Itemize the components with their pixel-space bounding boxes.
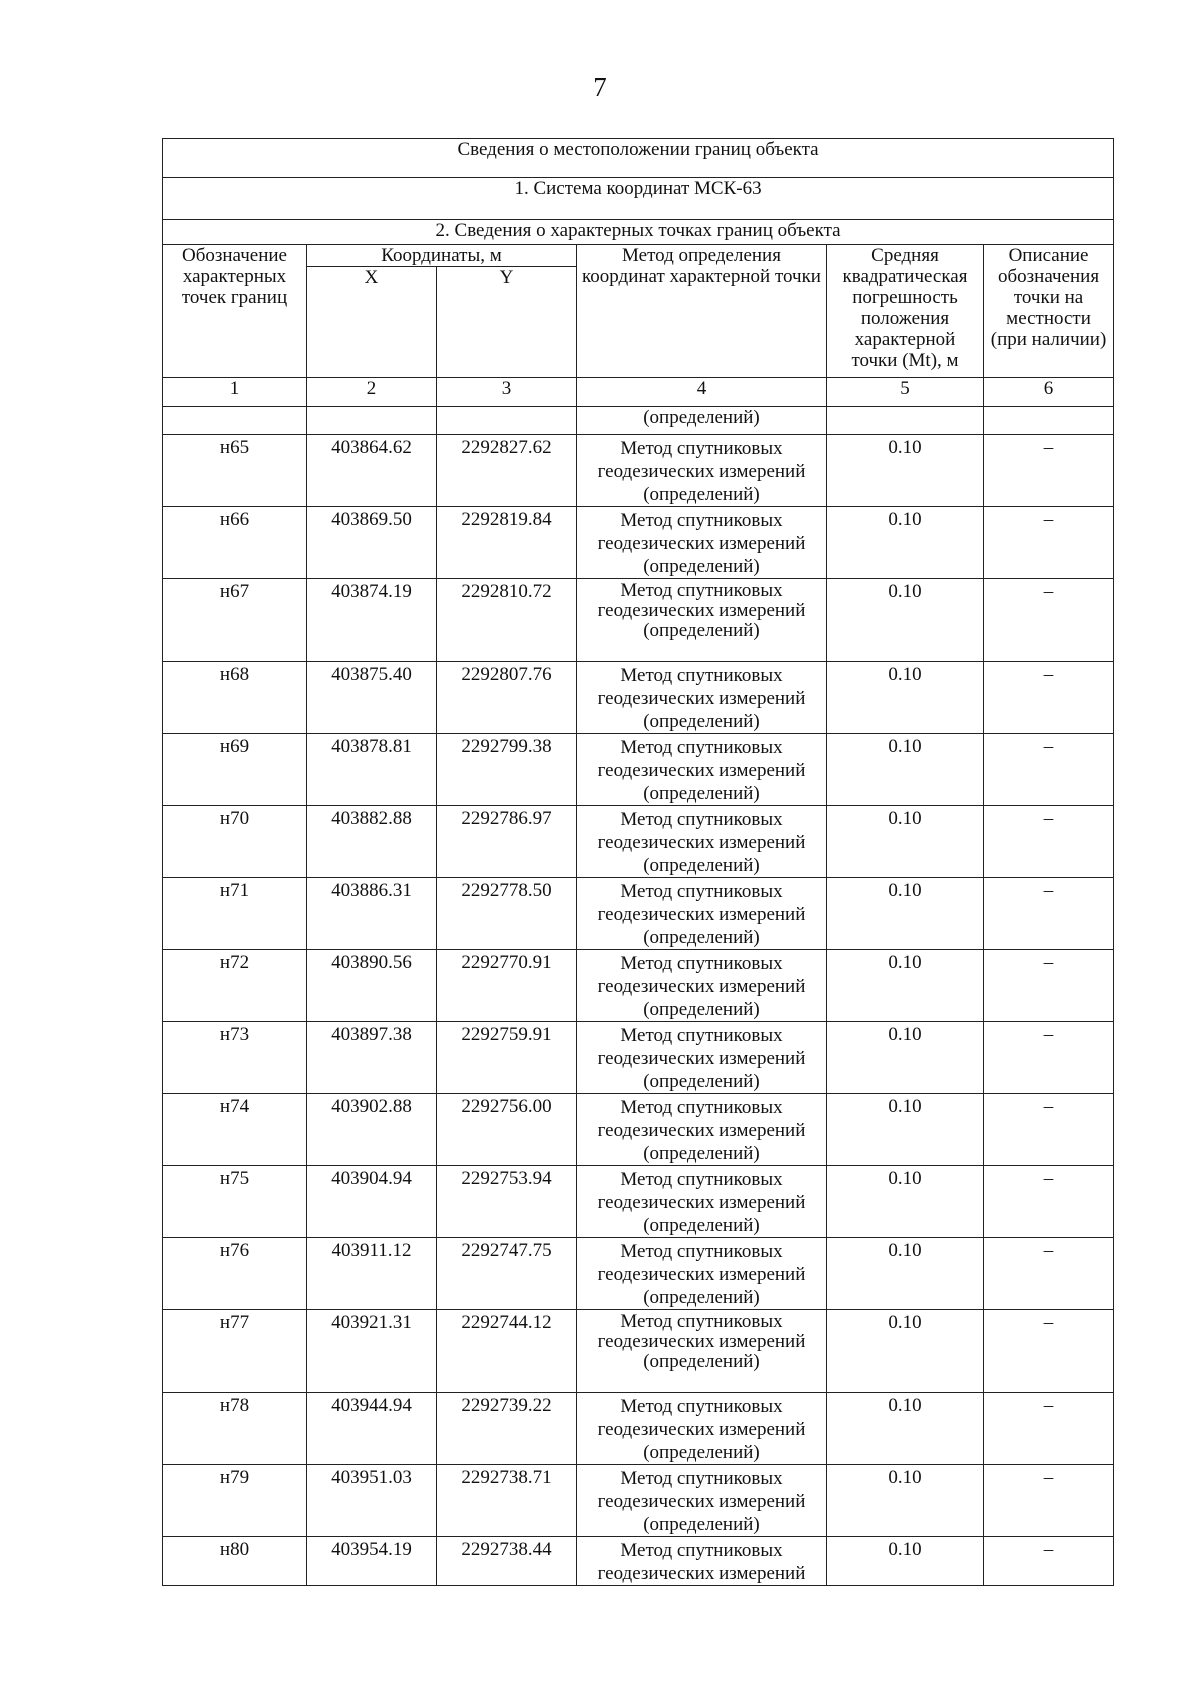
column-index: 4 xyxy=(577,378,827,407)
header-method: Метод определения координат характерной точки xyxy=(577,245,827,378)
point-error: 0.10 xyxy=(827,662,984,734)
point-id: н80 xyxy=(163,1537,307,1586)
point-y: 2292770.91 xyxy=(437,950,577,1022)
point-id: н74 xyxy=(163,1094,307,1166)
point-description: – xyxy=(984,1022,1114,1094)
point-method: Метод спутниковых геодезических измерений (определений) xyxy=(577,1310,827,1393)
coordinate-system: 1. Система координат МСК-63 xyxy=(163,178,1114,220)
point-x: 403951.03 xyxy=(307,1465,437,1537)
point-method: Метод спутниковых геодезических измерений (определений) xyxy=(577,1094,827,1166)
table-row xyxy=(163,878,1114,950)
point-method: Метод спутниковых геодезических измерений (определений) xyxy=(577,507,827,579)
point-method: Метод спутниковых геодезических измерений (определений) xyxy=(577,878,827,950)
point-id: н66 xyxy=(163,507,307,579)
table-row xyxy=(163,734,1114,806)
table-row xyxy=(163,1393,1114,1465)
table-row xyxy=(163,662,1114,734)
table-row xyxy=(163,1166,1114,1238)
boundary-points-table xyxy=(162,138,1114,1586)
point-method: Метод спутниковых геодезических измерений (определений) xyxy=(577,1238,827,1310)
point-id: н68 xyxy=(163,662,307,734)
point-method: Метод спутниковых геодезических измерений (определений) xyxy=(577,1393,827,1465)
point-description: – xyxy=(984,734,1114,806)
point-x: 403911.12 xyxy=(307,1238,437,1310)
section-title-row xyxy=(163,220,1114,245)
empty-cell xyxy=(827,407,984,435)
point-x: 403882.88 xyxy=(307,806,437,878)
continuation-row xyxy=(163,407,1114,435)
point-id: н77 xyxy=(163,1310,307,1393)
point-description: – xyxy=(984,1393,1114,1465)
continuation-text: (определений) xyxy=(577,407,827,435)
point-y: 2292747.75 xyxy=(437,1238,577,1310)
point-description: – xyxy=(984,662,1114,734)
table-row xyxy=(163,1238,1114,1310)
point-x: 403890.56 xyxy=(307,950,437,1022)
point-error: 0.10 xyxy=(827,806,984,878)
point-id: н71 xyxy=(163,878,307,950)
point-id: н72 xyxy=(163,950,307,1022)
point-id: н70 xyxy=(163,806,307,878)
point-x: 403944.94 xyxy=(307,1393,437,1465)
point-description: – xyxy=(984,1166,1114,1238)
point-method: Метод спутниковых геодезических измерений (определений) xyxy=(577,1022,827,1094)
point-error: 0.10 xyxy=(827,878,984,950)
point-description: – xyxy=(984,950,1114,1022)
header-error: Средняя квадратическая погрешность положения характерной точки (Mt), м xyxy=(827,245,984,378)
point-y: 2292819.84 xyxy=(437,507,577,579)
point-y: 2292739.22 xyxy=(437,1393,577,1465)
point-error: 0.10 xyxy=(827,1537,984,1586)
point-description: – xyxy=(984,435,1114,507)
point-y: 2292786.97 xyxy=(437,806,577,878)
point-id: н65 xyxy=(163,435,307,507)
table-row xyxy=(163,950,1114,1022)
table-row xyxy=(163,1537,1114,1586)
point-x: 403875.40 xyxy=(307,662,437,734)
point-x: 403902.88 xyxy=(307,1094,437,1166)
section-title: 2. Сведения о характерных точках границ объекта xyxy=(163,220,1114,245)
point-id: н79 xyxy=(163,1465,307,1537)
point-method: Метод спутниковых геодезических измерений (определений) xyxy=(577,1465,827,1537)
table-row xyxy=(163,806,1114,878)
point-description: – xyxy=(984,1537,1114,1586)
point-x: 403878.81 xyxy=(307,734,437,806)
table-title-row xyxy=(163,139,1114,178)
point-description: – xyxy=(984,1238,1114,1310)
empty-cell xyxy=(307,407,437,435)
point-x: 403864.62 xyxy=(307,435,437,507)
point-x: 403874.19 xyxy=(307,579,437,662)
point-y: 2292778.50 xyxy=(437,878,577,950)
column-index: 5 xyxy=(827,378,984,407)
point-id: н75 xyxy=(163,1166,307,1238)
point-error: 0.10 xyxy=(827,1166,984,1238)
point-y: 2292738.71 xyxy=(437,1465,577,1537)
table-row xyxy=(163,1022,1114,1094)
point-id: н69 xyxy=(163,734,307,806)
point-y: 2292759.91 xyxy=(437,1022,577,1094)
header-row-1 xyxy=(163,245,1114,267)
point-y: 2292807.76 xyxy=(437,662,577,734)
header-designation: Обозначение характерных точек границ xyxy=(163,245,307,378)
point-error: 0.10 xyxy=(827,950,984,1022)
empty-cell xyxy=(437,407,577,435)
header-description: Описание обозначения точки на местности (при наличии) xyxy=(984,245,1114,378)
table-title: Сведения о местоположении границ объекта xyxy=(163,139,1114,178)
point-x: 403886.31 xyxy=(307,878,437,950)
coordinate-system-row xyxy=(163,178,1114,220)
point-y: 2292744.12 xyxy=(437,1310,577,1393)
point-id: н78 xyxy=(163,1393,307,1465)
point-y: 2292827.62 xyxy=(437,435,577,507)
page-number: 7 xyxy=(593,72,607,102)
point-x: 403897.38 xyxy=(307,1022,437,1094)
point-description: – xyxy=(984,1094,1114,1166)
point-method: Метод спутниковых геодезических измерений (определений) xyxy=(577,806,827,878)
header-y: Y xyxy=(437,267,577,378)
point-method: Метод спутниковых геодезических измерений (определений) xyxy=(577,662,827,734)
point-id: н73 xyxy=(163,1022,307,1094)
point-error: 0.10 xyxy=(827,1465,984,1537)
point-y: 2292810.72 xyxy=(437,579,577,662)
point-error: 0.10 xyxy=(827,579,984,662)
point-method: Метод спутниковых геодезических измерений (определений) xyxy=(577,950,827,1022)
point-y: 2292753.94 xyxy=(437,1166,577,1238)
point-y: 2292799.38 xyxy=(437,734,577,806)
point-error: 0.10 xyxy=(827,435,984,507)
header-x: X xyxy=(307,267,437,378)
point-description: – xyxy=(984,507,1114,579)
point-x: 403954.19 xyxy=(307,1537,437,1586)
point-y: 2292756.00 xyxy=(437,1094,577,1166)
point-method: Метод спутниковых геодезических измерений (определений) xyxy=(577,734,827,806)
point-x: 403869.50 xyxy=(307,507,437,579)
column-index-row xyxy=(163,378,1114,407)
point-error: 0.10 xyxy=(827,507,984,579)
point-description: – xyxy=(984,806,1114,878)
point-error: 0.10 xyxy=(827,1310,984,1393)
table-row xyxy=(163,1465,1114,1537)
empty-cell xyxy=(984,407,1114,435)
point-id: н67 xyxy=(163,579,307,662)
point-id: н76 xyxy=(163,1238,307,1310)
table-row xyxy=(163,579,1114,662)
point-error: 0.10 xyxy=(827,1022,984,1094)
point-error: 0.10 xyxy=(827,734,984,806)
point-x: 403921.31 xyxy=(307,1310,437,1393)
point-error: 0.10 xyxy=(827,1094,984,1166)
point-method: Метод спутниковых геодезических измерений (определений) xyxy=(577,435,827,507)
point-error: 0.10 xyxy=(827,1238,984,1310)
column-index: 3 xyxy=(437,378,577,407)
empty-cell xyxy=(163,407,307,435)
point-description: – xyxy=(984,1310,1114,1393)
point-description: – xyxy=(984,1465,1114,1537)
point-method: Метод спутниковых геодезических измерений xyxy=(577,1537,827,1586)
point-method: Метод спутниковых геодезических измерений (определений) xyxy=(577,1166,827,1238)
table-row xyxy=(163,435,1114,507)
table-row xyxy=(163,1310,1114,1393)
point-x: 403904.94 xyxy=(307,1166,437,1238)
column-index: 6 xyxy=(984,378,1114,407)
point-error: 0.10 xyxy=(827,1393,984,1465)
point-y: 2292738.44 xyxy=(437,1537,577,1586)
column-index: 1 xyxy=(163,378,307,407)
point-description: – xyxy=(984,878,1114,950)
table-row xyxy=(163,1094,1114,1166)
point-description: – xyxy=(984,579,1114,662)
header-coordinates: Координаты, м xyxy=(307,245,577,267)
table-row xyxy=(163,507,1114,579)
point-method: Метод спутниковых геодезических измерений (определений) xyxy=(577,579,827,662)
column-index: 2 xyxy=(307,378,437,407)
